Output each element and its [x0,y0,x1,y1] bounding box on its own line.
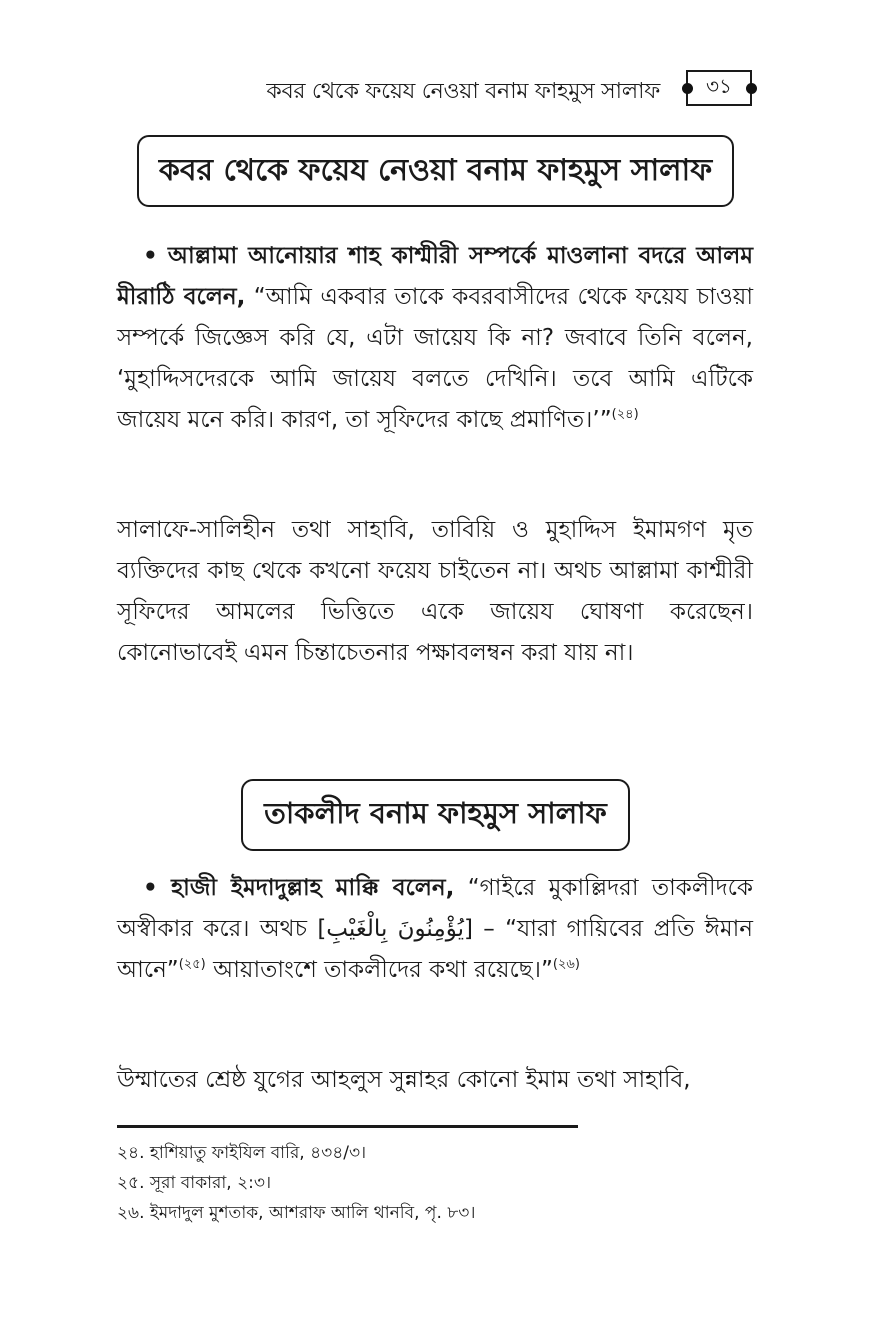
bullet: • [143,243,158,269]
quote-text: “আমি একবার তাকে কবরবাসীদের থেকে ফয়েয চাওয়া সম্পর্কে জিজ্ঞেস করি যে, এটা জায়েয কি না? জবাবে তিনি বলেন, ‘মুহাদ্দিসদেরকে আমি জায়েয বলতে দেখিনি। তবে আমি এটিকে জায়েয মনে করি। কারণ, তা সূফিদের কাছে প্রমাণিত।’” [117,284,753,433]
footnote-ref-24: (২৪) [611,407,639,422]
paragraph-salaf-comment: সালাফে-সালিহীন তথা সাহাবি, তাবিয়ি ও মুহাদ্দিস ইমামগণ মৃত ব্যক্তিদের কাছ থেকে কখনো ফয়েয চাইতেন না। অথচ আল্লামা কাশ্মীরী সূফিদের আমলের ভিত্তিতে একে জায়েয ঘোষণা করেছেন। কোনোভাবেই এমন চিন্তাচেতনার পক্ষাবলম্বন করা যায় না। [117,517,753,666]
footnote-ref-26: (২৬) [552,957,580,972]
quote-text-b: – “যারা গায়িবের প্রতি ঈমান আনে” [117,916,753,983]
footnotes [117,1138,475,1228]
page-box-right-dot-icon [746,83,757,94]
footnote-25: ২৫. সূরা বাকারা, ২:৩। [117,1173,272,1193]
bullet: • [143,875,158,901]
section-heading-2 [241,779,630,851]
section-heading-2-text: তাকলীদ বনাম ফাহমুস সালাফ [264,795,607,830]
page-number-box [686,70,752,106]
paragraph-ummah: উম্মাতের শ্রেষ্ঠ যুগের আহলুস সুন্নাহর কোনো ইমাম তথা সাহাবি, [117,1067,691,1093]
quote-text-a: “গাইরে মুকাল্লিদরা তাকলীদকে অস্বীকার করে। অথচ [117,875,754,942]
bold-lead: আল্লামা আনোয়ার শাহ কাশ্মীরী সম্পর্কে মাওলানা বদরে আলম মীরাঠি বলেন, [117,243,753,310]
running-header [190,70,752,108]
footnote-ref-25: (২৫) [178,957,206,972]
footnote-divider [117,1125,578,1128]
footnote-24: ২৪. হাশিয়াতু ফাইযিল বারি, ৪৩৪/৩। [117,1143,367,1163]
section-heading-1 [137,135,734,207]
footnote-26: ২৬. ইমদাদুল মুশতাক, আশরাফ আলি থানবি, পৃ. ৮৩। [117,1203,476,1223]
paragraph-imdadullah-quote [117,868,753,991]
page-box-left-dot-icon [682,83,693,94]
quote-text-c: আয়াতাংশে তাকলীদের কথা রয়েছে।” [205,957,553,983]
section-heading-1-text: কবর থেকে ফয়েয নেওয়া বনাম ফাহমুস সালাফ [158,152,713,188]
arabic-verse: [يُؤْمِنُونَ بِالْغَيْبِ] [317,916,473,942]
page-number: ৩১ [706,73,732,98]
bold-lead: হাজী ইমদাদুল্লাহ মাক্কি বলেন, [171,875,455,901]
running-title: কবর থেকে ফয়েয নেওয়া বনাম ফাহমুস সালাফ [266,79,660,104]
paragraph-kashmiri-quote [117,236,753,441]
